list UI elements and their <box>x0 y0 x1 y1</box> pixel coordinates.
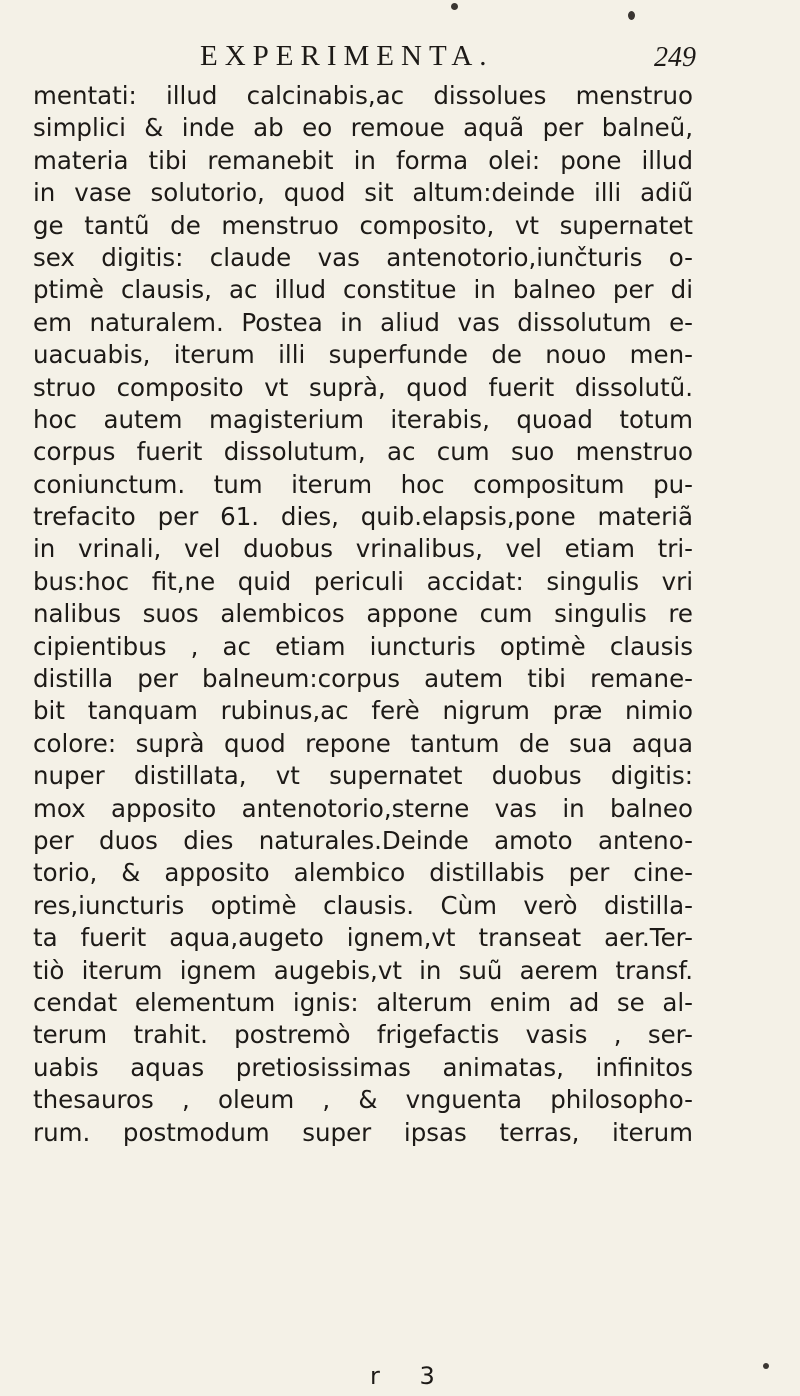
signature-mark: r 3 <box>370 1362 451 1390</box>
body-text <box>33 80 693 1149</box>
text-line: sex digitis: claude vas antenotorio,iunčturis o- <box>33 242 693 272</box>
ink-speck <box>451 3 458 10</box>
text-line: mox apposito antenotorio,sterne vas in balneo <box>33 793 693 823</box>
text-line: simplici & inde ab eo remoue aquã per balneũ, <box>33 113 693 143</box>
text-line: terum trahit. postremò frigefactis vasis , ser- <box>33 1020 693 1050</box>
text-line: colore: suprà quod repone tantum de sua aqua <box>33 728 693 758</box>
text-line: res,iuncturis optimè clausis. Cùm verò distilla- <box>33 890 693 920</box>
ink-speck <box>628 11 635 20</box>
page-header <box>200 40 720 80</box>
text-line: em naturalem. Postea in aliud vas dissolutum e- <box>33 307 693 337</box>
text-line: torio, & apposito alembico distillabis per cine- <box>33 858 693 888</box>
text-line: bus:hoc fit,ne quid periculi accidat: singulis vri <box>33 566 693 596</box>
text-line: struo composito vt suprà, quod fuerit dissolutũ. <box>33 372 693 402</box>
text-line: corpus fuerit dissolutum, ac cum suo menstruo <box>33 437 693 467</box>
text-line: in vase solutorio, quod sit altum:deinde illi adiũ <box>33 178 693 208</box>
text-line: mentati: illud calcinabis,ac dissolues menstruo <box>33 81 693 110</box>
page-number: 249 <box>654 42 696 73</box>
text-line: ptimè clausis, ac illud constitue in balneo per di <box>33 275 693 305</box>
text-line: uacuabis, iterum illi superfunde de nouo men- <box>33 340 693 370</box>
text-line: cendat elementum ignis: alterum enim ad se al- <box>33 987 693 1017</box>
text-line: rum. postmodum super ipsas terras, iterum <box>33 1117 693 1147</box>
text-line: ge tantũ de menstruo composito, vt supernatet <box>33 210 693 240</box>
text-line: per duos dies naturales.Deinde amoto anteno- <box>33 825 693 855</box>
text-line: cipientibus , ac etiam iuncturis optimè clausis <box>33 631 693 661</box>
text-line: coniunctum. tum iterum hoc compositum pu- <box>33 469 693 499</box>
text-line: nalibus suos alembicos appone cum singulis re <box>33 599 693 629</box>
text-line: materia tibi remanebit in forma olei: pone illud <box>33 145 693 175</box>
text-line: bit tanquam rubinus,ac ferè nigrum præ nimio <box>33 696 693 726</box>
text-line: hoc autem magisterium iterabis, quoad totum <box>33 404 693 434</box>
text-line: in vrinali, vel duobus vrinalibus, vel etiam tri- <box>33 534 693 564</box>
text-line: uabis aquas pretiosissimas animatas, infinitos <box>33 1052 693 1082</box>
running-title: EXPERIMENTA. <box>200 40 494 72</box>
text-line: trefacito per 61. dies, quib.elapsis,pone materiã <box>33 502 693 532</box>
text-line: tiò iterum ignem augebis,vt in suũ aerem transf. <box>33 955 693 985</box>
ink-speck <box>763 1363 769 1369</box>
text-line: ta fuerit aqua,augeto ignem,vt transeat aer.Ter- <box>33 923 693 953</box>
text-line: nuper distillata, vt supernatet duobus digitis: <box>33 761 693 791</box>
text-line: distilla per balneum:corpus autem tibi remane- <box>33 664 693 694</box>
text-line: thesauros , oleum , & vnguenta philosopho- <box>33 1085 693 1115</box>
